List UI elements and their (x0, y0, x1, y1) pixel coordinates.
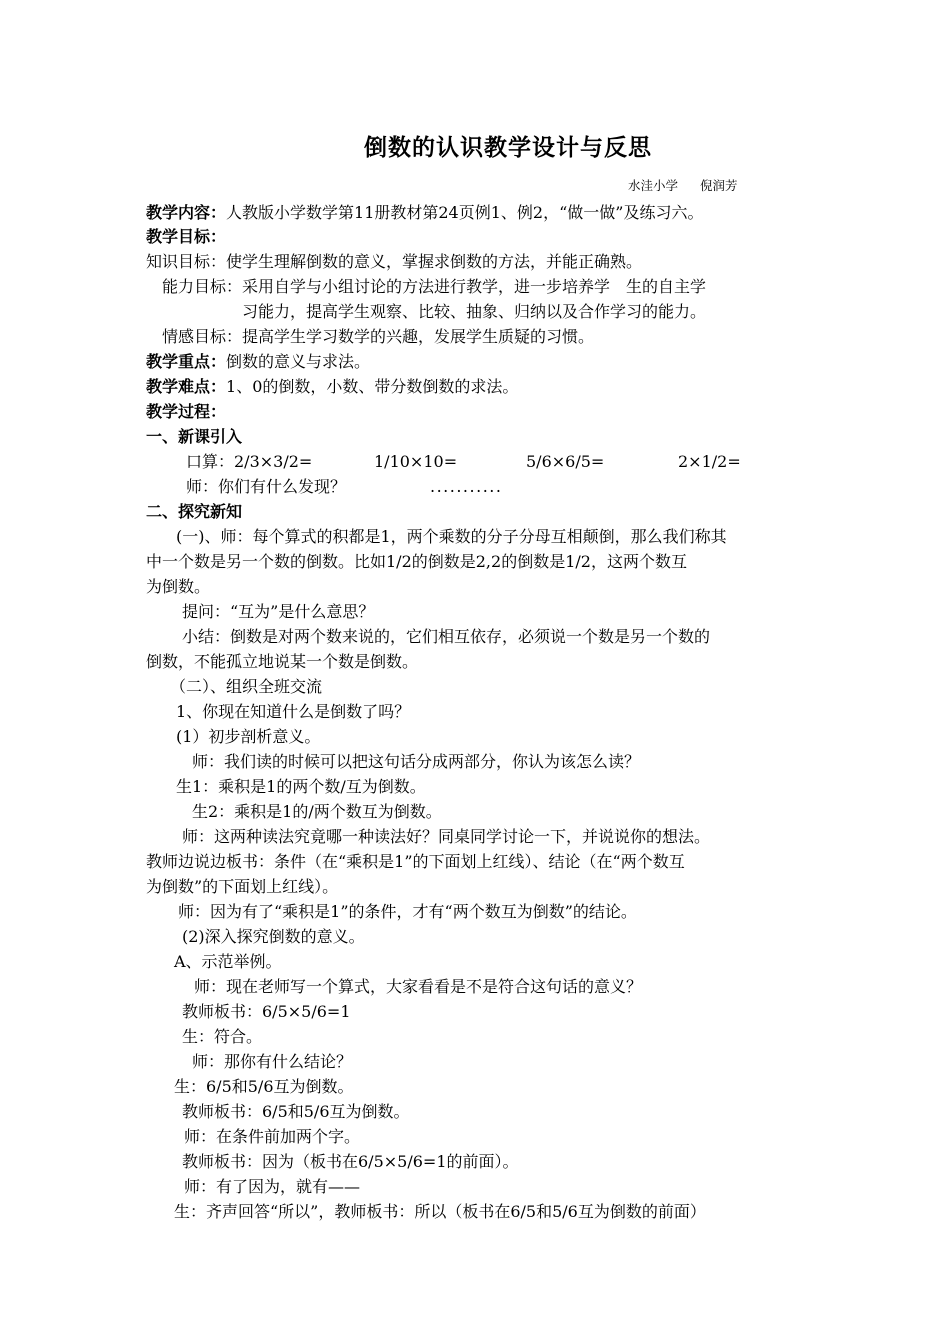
section2-line: 师：有了因为，就有—— (184, 1177, 361, 1196)
section2-line: 生：齐声回答“所以”，教师板书：所以（板书在6/5和5/6互为倒数的前面） (174, 1202, 706, 1221)
process-label: 教学过程： (146, 402, 227, 421)
oral-item-2: 1/10×10= (374, 452, 458, 471)
section1-dots: ........... (430, 477, 503, 496)
difficulty-line (146, 375, 518, 398)
oral-item-4: 2×1/2= (678, 452, 741, 471)
section2-line: (2)深入探究倒数的意义。 (182, 927, 365, 946)
section2-line: 教师板书：6/5和5/6互为倒数。 (182, 1102, 410, 1121)
author-line (628, 178, 760, 194)
goal-ability-2: 习能力，提高学生观察、比较、抽象、归纳以及合作学习的能力。 (242, 302, 707, 321)
section1-question: 师：你们有什么发现？ (186, 477, 347, 496)
goals-label: 教学目标： (146, 227, 227, 246)
section2-line: 生1：乘积是1的两个数/互为倒数。 (176, 777, 426, 796)
oral-label: 口算： (186, 452, 235, 471)
content-line (146, 201, 703, 224)
section2-line: 提问：“互为”是什么意思？ (182, 602, 375, 621)
section2-line: 教师板书：因为（板书在6/5×5/6=1的前面）。 (182, 1152, 519, 1171)
section2-line: 1、你现在知道什么是倒数了吗？ (176, 702, 411, 721)
key-text: 倒数的意义与求法。 (226, 352, 371, 371)
section2-line: A、示范举例。 (174, 952, 282, 971)
section2-line: 中一个数是另一个数的倒数。比如1/2的倒数是2,2的倒数是1/2，这两个数互 (146, 552, 687, 571)
section2-line: （二）、组织全班交流 (170, 677, 323, 696)
goal-knowledge: 知识目标：使学生理解倒数的意义，掌握求倒数的方法，并能正确熟。 (146, 252, 643, 271)
section2-line: 师：这两种读法究竟哪一种读法好？同桌同学讨论一下，并说说你的想法。 (182, 827, 711, 846)
goal-emotion: 情感目标：提高学生学习数学的兴趣，发展学生质疑的习惯。 (162, 327, 595, 346)
section2-line: 教师边说边板书：条件（在“乘积是1”的下面划上红线）、结论（在“两个数互 (146, 852, 685, 871)
section2-line: 师：因为有了“乘积是1”的条件，才有“两个数互为倒数”的结论。 (178, 902, 637, 921)
section2-line: 教师板书：6/5×5/6=1 (182, 1002, 351, 1021)
section2-line: 生：6/5和5/6互为倒数。 (174, 1077, 354, 1096)
section2-line: 生：符合。 (182, 1027, 263, 1046)
section1-heading: 一、新课引入 (146, 427, 243, 446)
section2-line: 小结：倒数是对两个数来说的，它们相互依存，必须说一个数是另一个数的 (182, 627, 711, 646)
oral-item-1: 2/3×3/2= (234, 452, 313, 471)
key-label: 教学重点： (146, 352, 227, 371)
section2-line: 为倒数。 (146, 577, 211, 596)
document-title: 倒数的认识教学设计与反思 (364, 135, 652, 161)
section2-line: 生2：乘积是1的/两个数互为倒数。 (192, 802, 442, 821)
section2-line: (一)、师：每个算式的积都是1，两个乘数的分子分母互相颠倒，那么我们称其 (176, 527, 727, 546)
author-name: 倪润芳 (700, 178, 738, 193)
section2-line: 师：那你有什么结论？ (192, 1052, 353, 1071)
key-line (146, 350, 370, 373)
difficulty-label: 教学难点： (146, 377, 227, 396)
author-school: 水洼小学 (628, 178, 679, 193)
section2-line: 为倒数”的下面划上红线）。 (146, 877, 339, 896)
content-label: 教学内容： (146, 203, 227, 222)
difficulty-text: 1、0的倒数，小数、带分数倒数的求法。 (226, 377, 519, 396)
section2-line: 师：现在老师写一个算式，大家看看是不是符合这句话的意义？ (194, 977, 643, 996)
section2-line: 师：在条件前加两个字。 (184, 1127, 361, 1146)
goal-ability-1: 能力目标：采用自学与小组讨论的方法进行教学，进一步培养学 生的自主学 (162, 277, 707, 296)
section2-line: (1）初步剖析意义。 (176, 727, 321, 746)
section2-heading: 二、探究新知 (146, 502, 243, 521)
oral-item-3: 5/6×6/5= (526, 452, 605, 471)
content-text: 人教版小学数学第11册教材第24页例1、例2，“做一做”及练习六。 (226, 203, 704, 222)
section2-line: 师：我们读的时候可以把这句话分成两部分，你认为该怎么读？ (192, 752, 641, 771)
section2-line: 倒数，不能孤立地说某一个数是倒数。 (146, 652, 419, 671)
